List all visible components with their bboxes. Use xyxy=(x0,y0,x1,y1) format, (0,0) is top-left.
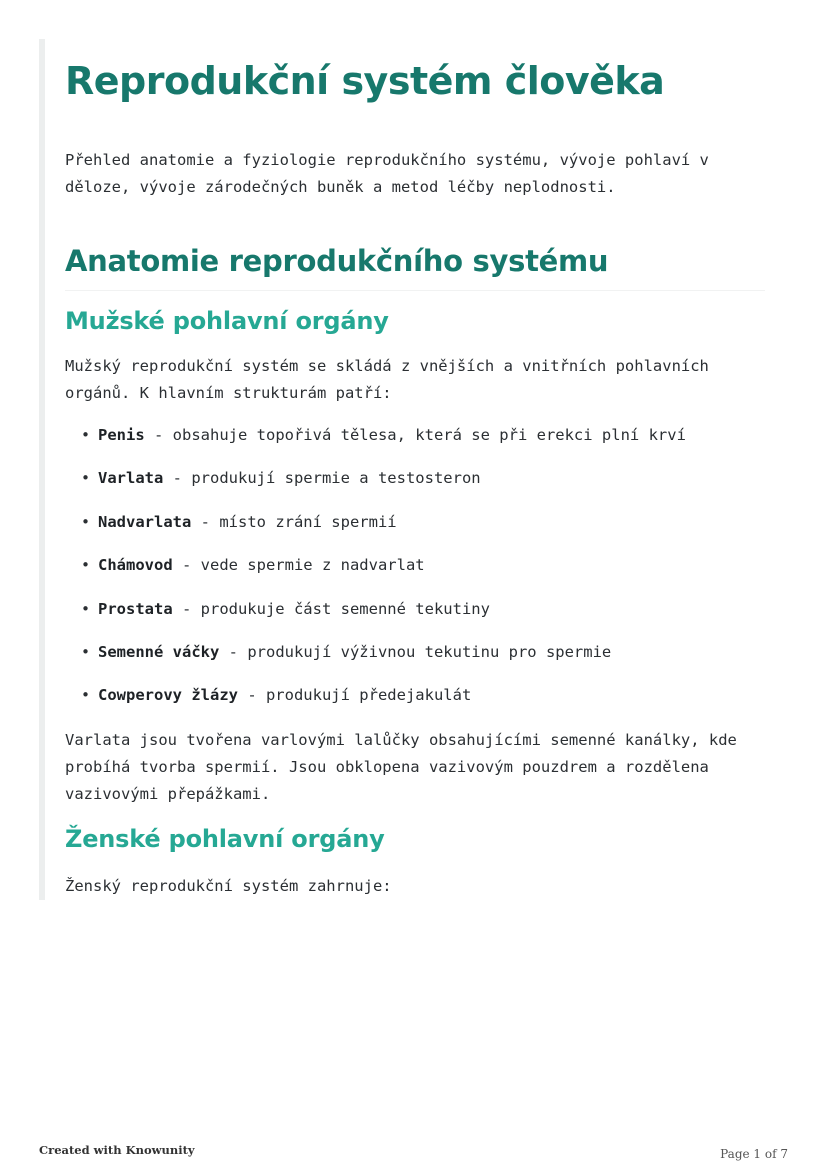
list-item-desc: - obsahuje topořivá tělesa, která se při erekci plní krví xyxy=(144,426,686,444)
document-content xyxy=(39,39,779,900)
footer-created-with: Created with Knowunity xyxy=(39,1143,195,1157)
bullet-icon: • xyxy=(81,686,91,705)
list-item-desc: - místo zrání spermií xyxy=(191,512,397,531)
male-organs-list xyxy=(65,422,765,726)
bullet-icon: • xyxy=(81,556,91,575)
list-item-desc: - produkují spermie a testosteron xyxy=(163,469,481,488)
female-intro-paragraph: Ženský reprodukční systém zahrnuje: xyxy=(65,877,392,895)
list-item-term: Chámovod xyxy=(98,556,173,575)
list-item-desc: - produkuje část semenné tekutiny xyxy=(172,599,490,618)
female-organs-heading: Ženské pohlavní orgány xyxy=(65,825,385,853)
page-title: Reprodukční systém člověka xyxy=(65,59,665,103)
list-item xyxy=(65,552,765,595)
list-item xyxy=(65,596,765,639)
list-item xyxy=(65,682,765,725)
list-item xyxy=(65,465,765,508)
bullet-icon: • xyxy=(81,426,91,444)
intro-paragraph: Přehled anatomie a fyziologie reprodukčního systému, vývoje pohlaví v děloze, vývoje zárodečných buněk a metod léčby neplodnosti. xyxy=(65,151,709,196)
bullet-icon: • xyxy=(81,642,91,661)
bullet-icon: • xyxy=(81,469,91,488)
list-item-desc: - vede spermie z nadvarlat xyxy=(172,556,425,575)
male-intro-paragraph: Mužský reprodukční systém se skládá z vnějších a vnitřních pohlavních orgánů. K hlavním strukturám patří: xyxy=(65,357,709,402)
list-item-desc: - produkují předejakulát xyxy=(237,686,472,705)
bullet-icon: • xyxy=(81,599,91,618)
section-heading: Anatomie reprodukčního systému xyxy=(65,244,765,291)
list-item-term: Prostata xyxy=(98,599,173,618)
list-item-term: Nadvarlata xyxy=(98,512,192,531)
male-outro-paragraph: Varlata jsou tvořena varlovými lalůčky obsahujícími semenné kanálky, kde probíhá tvorba spermií. Jsou obklopena vazivovým pouzdrem a rozdělena vazivovými přepážkami. xyxy=(65,731,737,803)
list-item xyxy=(65,639,765,682)
bullet-icon: • xyxy=(81,512,91,531)
list-item-desc: - produkují výživnou tekutinu pro spermie xyxy=(219,642,612,661)
list-item-term: Semenné váčky xyxy=(98,642,220,661)
list-item xyxy=(65,509,765,552)
list-item xyxy=(65,422,765,465)
list-item-term: Cowperovy žlázy xyxy=(98,686,238,705)
list-item-term: Varlata xyxy=(98,469,164,488)
list-item-term: Penis xyxy=(98,426,145,444)
footer-page-number: Page 1 of 7 xyxy=(720,1147,788,1161)
male-organs-heading: Mužské pohlavní orgány xyxy=(65,307,389,335)
